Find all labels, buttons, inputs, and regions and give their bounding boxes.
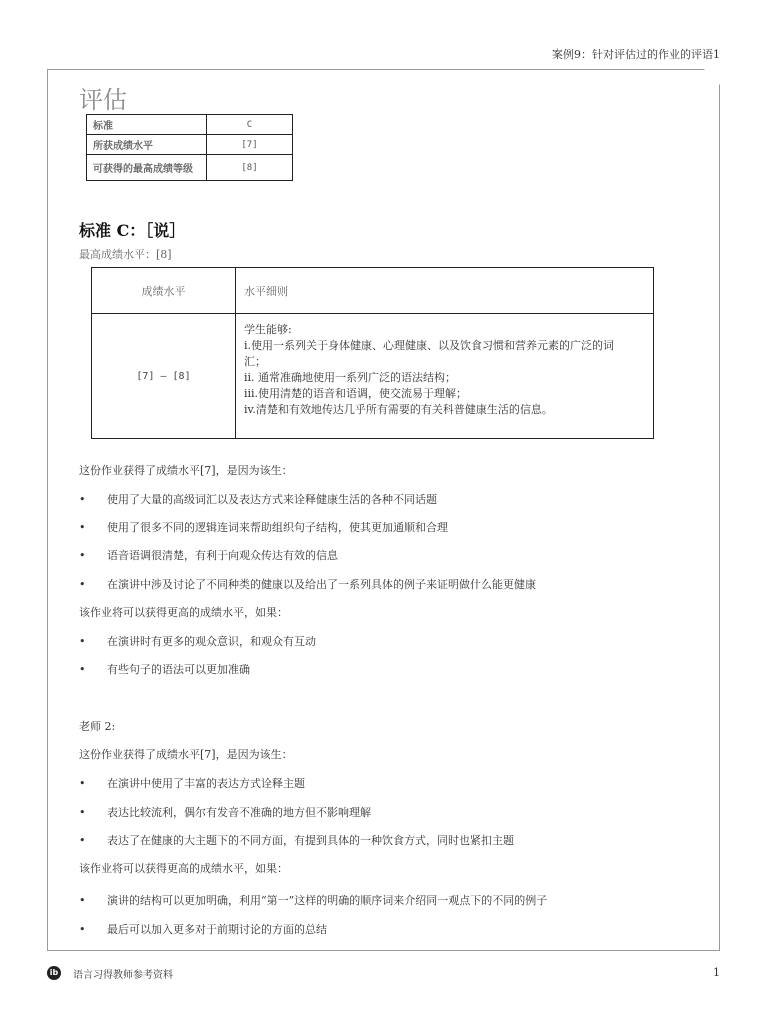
list-item-text: 在演讲中使用了丰富的表达方式诠释主题: [107, 777, 305, 790]
teacher1-improve-intro: 该作业将可以获得更高的成绩水平，如果：: [79, 606, 288, 619]
list-item-text: 使用了大量的高级词汇以及表达方式来诠释健康生活的各种不同话题: [107, 493, 437, 506]
bullet-icon: •: [79, 635, 86, 648]
bullet-icon: •: [79, 894, 86, 907]
summary-header-value: C: [207, 115, 293, 135]
descriptor-line: iii.使用清楚的语音和语调，使交流易于理解；: [244, 387, 468, 400]
list-item: [79, 832, 514, 848]
list-item: [79, 547, 338, 563]
bullet-icon: •: [79, 663, 86, 676]
list-item: [79, 576, 536, 592]
bullet-icon: •: [79, 521, 86, 534]
list-item: [79, 775, 305, 791]
page-number: 1: [713, 966, 720, 979]
table-row: [87, 135, 293, 155]
descriptor-line: 汇；: [244, 355, 266, 368]
descriptor-line: ii. 通常准确地使用一系列广泛的语法结构；: [244, 371, 457, 384]
list-item: [79, 519, 448, 535]
bullet-icon: •: [79, 777, 86, 790]
teacher1-intro: 这份作业获得了成绩水平[7]，是因为该生：: [79, 464, 293, 477]
list-item-text: 最后可以加入更多对于前期讨论的方面的总结: [107, 923, 327, 936]
summary-table: [86, 114, 293, 181]
rubric-descriptor-cell: [236, 314, 654, 439]
rubric-header-descriptor: 水平细则: [236, 268, 654, 314]
footer-text: 语言习得教师参考资料: [73, 970, 173, 981]
list-item-text: 在演讲中涉及讨论了不同种类的健康以及给出了一系列具体的例子来证明做什么能更健康: [107, 578, 536, 591]
table-row: [92, 314, 654, 439]
max-level-text: 最高成绩水平：[8]: [79, 248, 172, 261]
list-item: [79, 892, 547, 908]
descriptor-line: iv.清楚和有效地传达几乎所有需要的有关科普健康生活的信息。: [244, 403, 553, 416]
list-item: [79, 921, 327, 937]
list-item: [79, 804, 371, 820]
list-item: [79, 661, 250, 677]
summary-header-label: 标准: [87, 115, 207, 135]
ib-logo-icon: ib: [47, 966, 61, 980]
bullet-icon: •: [79, 923, 86, 936]
list-item-text: 在演讲时有更多的观众意识，和观众有互动: [107, 635, 316, 648]
bullet-icon: •: [79, 834, 86, 847]
summary-row-label: 可获得的最高成绩等级: [87, 155, 207, 181]
list-item-text: 使用了很多不同的逻辑连词来帮助组织句子结构，使其更加通顺和合理: [107, 521, 448, 534]
descriptor-line: i.使用一系列关于身体健康、心理健康、以及饮食习惯和营养元素的广泛的词: [244, 339, 615, 352]
summary-row-label: 所获成绩水平: [87, 135, 207, 155]
descriptor-line: 学生能够:: [244, 323, 292, 336]
teacher2-improve-intro: 该作业将可以获得更高的成绩水平，如果：: [79, 862, 288, 875]
table-row: [92, 268, 654, 314]
list-item-text: 表达了在健康的大主题下的不同方面，有提到具体的一种饮食方式，同时也紧扣主题: [107, 834, 514, 847]
teacher2-intro: 这份作业获得了成绩水平[7]，是因为该生：: [79, 748, 293, 761]
teacher2-label: 老师 2:: [79, 720, 116, 733]
list-item-text: 有些句子的语法可以更加准确: [107, 663, 250, 676]
list-item-text: 表达比较流利，偶尔有发音不准确的地方但不影响理解: [107, 806, 371, 819]
bullet-icon: •: [79, 578, 86, 591]
bullet-icon: •: [79, 493, 86, 506]
summary-row-value: [7]: [207, 135, 293, 155]
bullet-icon: •: [79, 806, 86, 819]
page-title: 评估: [79, 86, 127, 114]
running-header: 案例9：针对评估过的作业的评语1: [552, 48, 720, 61]
bullet-icon: •: [79, 549, 86, 562]
summary-row-value: [8]: [207, 155, 293, 181]
table-row: [87, 115, 293, 135]
criterion-heading: 标准 C：［说］: [79, 221, 186, 240]
list-item-text: 语音语调很清楚，有利于向观众传达有效的信息: [107, 549, 338, 562]
list-item-text: 演讲的结构可以更加明确，利用“第一”这样的明确的顺序词来介绍同一观点下的不同的例子: [107, 894, 548, 907]
list-item: [79, 491, 437, 507]
rubric-table: [91, 267, 654, 439]
rubric-level-cell: [7] – [8]: [92, 314, 236, 439]
table-row: [87, 155, 293, 181]
list-item: [79, 633, 316, 649]
rubric-header-level: 成绩水平: [92, 268, 236, 314]
page-corner-fold: [704, 69, 720, 85]
